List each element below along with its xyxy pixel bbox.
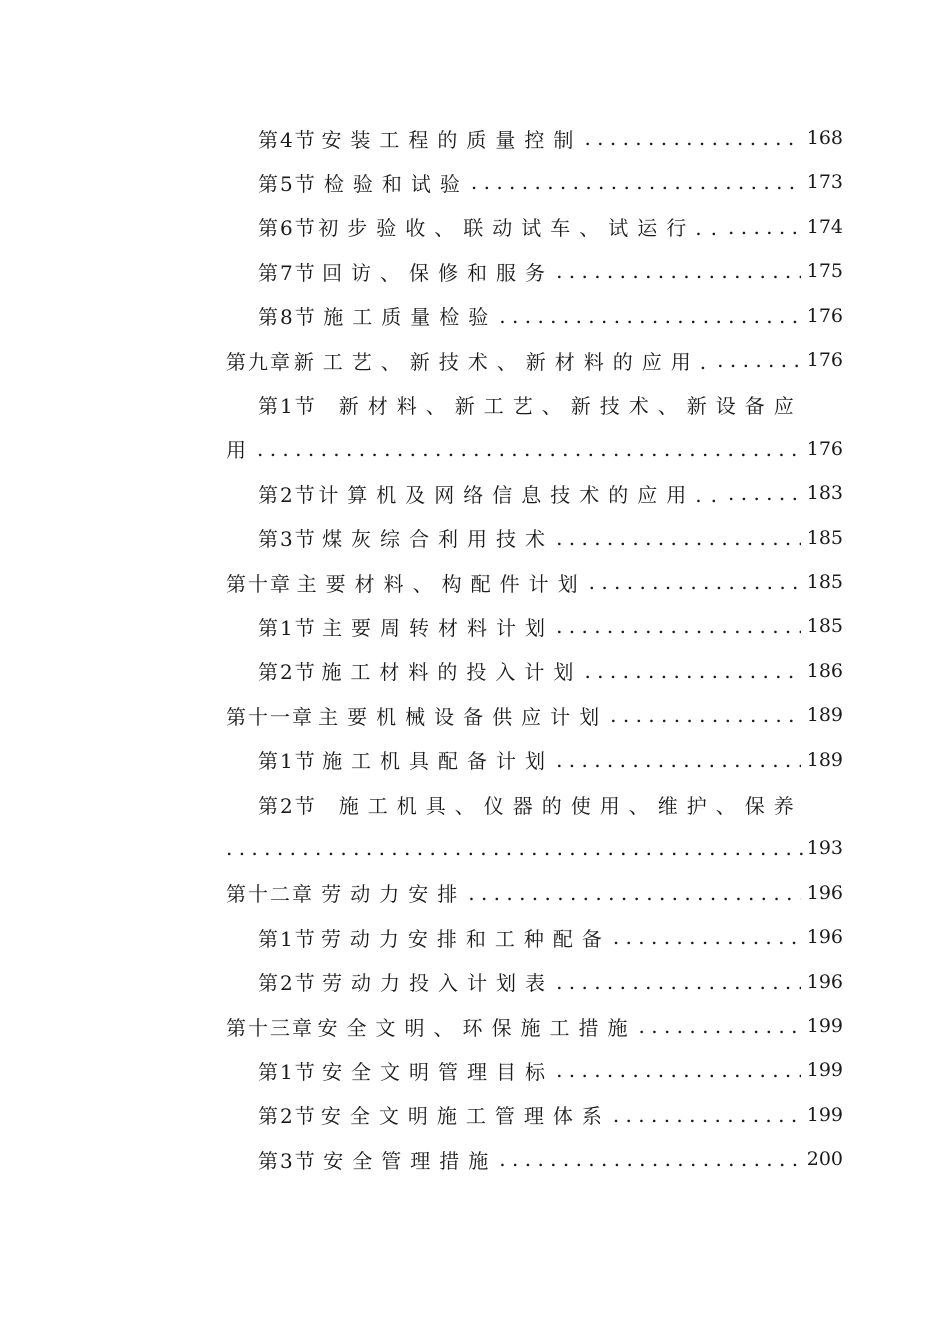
toc-section-entry[interactable] — [258, 382, 848, 426]
toc-chapter-entry[interactable] — [226, 693, 843, 737]
toc-section-entry[interactable] — [258, 249, 843, 293]
dot-leader — [556, 526, 801, 550]
toc-section-entry[interactable] — [258, 782, 848, 826]
dot-leader — [728, 215, 801, 239]
entry-title: 新工艺、新技术、新材料的应用. — [293, 349, 716, 374]
dot-leader — [639, 1014, 801, 1038]
entry-label: 第6节 — [258, 216, 317, 241]
entry-page-number: 185 — [806, 571, 843, 593]
entry-title: 主要材料、构配件计划 — [296, 571, 587, 596]
entry-title: 施工机具配备计划 — [322, 749, 555, 774]
entry-page-number: 199 — [806, 1103, 843, 1126]
toc-section-entry[interactable] — [258, 1137, 843, 1181]
entry-title: 回访、保修和服务 — [322, 260, 555, 285]
entry-title: 劳动力安排和工种配备 — [320, 926, 611, 951]
entry-page-number: 176 — [806, 437, 843, 460]
entry-page-number: 189 — [806, 704, 843, 727]
entry-label: 第1节 — [258, 749, 317, 774]
toc-section-entry[interactable] — [258, 1048, 843, 1092]
toc-section-entry[interactable] — [258, 960, 843, 1004]
entry-page-number: 196 — [806, 970, 843, 993]
entry-label: 第8节 — [258, 305, 317, 330]
entry-page-number: 196 — [806, 881, 843, 904]
entry-page-number: 199 — [806, 1059, 843, 1082]
entry-title: 安全文明施工管理体系 — [320, 1104, 611, 1129]
toc-section-entry[interactable] — [258, 116, 843, 160]
entry-page-number: 185 — [806, 526, 843, 549]
entry-label: 第1节 — [258, 615, 317, 640]
dot-leader — [556, 614, 801, 638]
entry-title: 劳动力安排 — [321, 882, 467, 907]
entry-title: 施工机具、仪器的使用、维护、保养 — [338, 793, 803, 818]
entry-page-number: 176 — [806, 304, 843, 327]
entry-title: 主要周转材料计划 — [322, 615, 555, 640]
dot-leader — [613, 1103, 801, 1127]
dot-leader — [717, 348, 801, 372]
entry-label: 第1节 — [258, 926, 317, 951]
toc-entry-continuation[interactable] — [226, 826, 843, 870]
entry-page-number: 186 — [806, 659, 843, 682]
dot-leader — [471, 170, 801, 194]
entry-title: 初步验收、联动试车、试运行.. — [318, 216, 727, 241]
entry-label: 第1节 — [258, 1059, 317, 1084]
entry-page-number: 189 — [806, 748, 843, 771]
toc-chapter-entry[interactable] — [226, 338, 843, 382]
entry-title: 检验和试验 — [323, 171, 469, 196]
entry-label: 第3节 — [258, 527, 317, 552]
entry-label: 第十二章 — [226, 882, 314, 907]
toc-chapter-entry[interactable] — [226, 560, 843, 604]
entry-label: 第4节 — [258, 127, 317, 152]
dot-leader — [499, 1147, 800, 1171]
entry-title: 主要机械设备供应计划 — [318, 704, 609, 729]
dot-leader — [556, 1058, 801, 1082]
entry-label: 第2节 — [258, 482, 317, 507]
dot-leader — [589, 570, 801, 594]
dot-leader — [610, 703, 801, 727]
entry-page-number: 173 — [806, 171, 843, 194]
toc-section-entry[interactable] — [258, 604, 843, 648]
entry-label: 第2节 — [258, 971, 317, 996]
toc-section-entry[interactable] — [258, 738, 843, 782]
entry-label: 第7节 — [258, 260, 317, 285]
entry-title-continuation: 用 — [226, 438, 255, 463]
dot-leader — [556, 259, 801, 283]
entry-label: 第2节 — [258, 1104, 317, 1129]
dot-leader — [556, 748, 801, 772]
entry-label: 第九章 — [226, 349, 292, 374]
entry-label: 第3节 — [258, 1148, 317, 1173]
toc-chapter-entry[interactable] — [226, 871, 843, 915]
entry-title: 施工材料的投入计划 — [321, 660, 583, 685]
dot-leader — [556, 970, 801, 994]
toc-section-entry[interactable] — [258, 649, 843, 693]
entry-title: 劳动力投入计划表 — [322, 971, 555, 996]
entry-page-number: 199 — [806, 1015, 843, 1037]
entry-page-number: 196 — [806, 926, 843, 949]
entry-title: 安全文明、环保施工措施 — [317, 1015, 637, 1040]
entry-title: 计算机及网络信息技术的应用.. — [318, 482, 727, 507]
toc-section-entry[interactable] — [258, 205, 843, 249]
entry-title: 新材料、新工艺、新技术、新设备应 — [338, 393, 803, 418]
entry-label: 第十一章 — [226, 704, 314, 729]
dot-leader — [613, 925, 801, 949]
entry-title: 施工质量检验 — [323, 305, 498, 330]
dot-leader — [584, 126, 800, 150]
toc-entry-continuation[interactable] — [226, 427, 843, 471]
toc-section-entry[interactable] — [258, 915, 843, 959]
entry-title: 安全文明管理目标 — [322, 1059, 555, 1084]
entry-page-number: 175 — [806, 260, 843, 283]
entry-page-number: 185 — [806, 615, 843, 638]
toc-section-entry[interactable] — [258, 516, 843, 560]
entry-label: 第十章 — [226, 571, 292, 596]
toc-chapter-entry[interactable] — [226, 1004, 843, 1048]
entry-label: 第1节 — [258, 393, 317, 418]
entry-label: 第2节 — [258, 793, 317, 818]
entry-page-number: 174 — [806, 215, 843, 238]
dot-leader — [499, 304, 800, 328]
entry-page-number: 168 — [806, 127, 843, 149]
entry-title: 安全管理措施 — [323, 1148, 498, 1173]
entry-page-number: 176 — [806, 349, 843, 371]
entry-page-number: 200 — [806, 1148, 843, 1171]
entry-label: 第十三章 — [226, 1015, 314, 1040]
entry-title: 煤灰综合利用技术 — [322, 527, 555, 552]
dot-leader — [584, 659, 800, 683]
toc-section-entry[interactable] — [258, 294, 843, 338]
entry-page-number: 183 — [806, 482, 843, 505]
entry-page-number: 193 — [806, 837, 843, 860]
toc-section-entry[interactable] — [258, 160, 843, 204]
dot-leader — [468, 881, 801, 905]
dot-leader — [728, 481, 801, 505]
toc-section-entry[interactable] — [258, 1093, 843, 1137]
dot-leader — [257, 437, 801, 461]
entry-title: 安装工程的质量控制 — [321, 127, 583, 152]
entry-label: 第5节 — [258, 171, 317, 196]
dot-leader — [226, 836, 807, 860]
toc-section-entry[interactable] — [258, 471, 843, 515]
entry-label: 第2节 — [258, 660, 317, 685]
